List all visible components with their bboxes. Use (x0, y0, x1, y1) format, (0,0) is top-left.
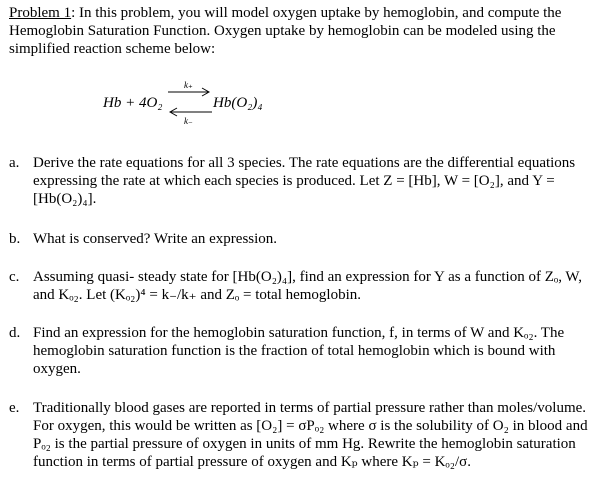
item-letter: d. (9, 325, 21, 341)
reaction-product: Hb(O₂)₄ (213, 95, 263, 111)
rate-constant-reverse: k₋ (184, 116, 193, 126)
item-text: Find an expression for the hemoglobin saturation function, f, in terms of W and Kₒ₂. The hemoglobin saturation function is the fraction of total hemoglobin which is bound with oxygen. (33, 325, 565, 377)
item-text: Assuming quasi- steady state for [Hb(O₂)₄], find an expression for Y as a function of Zₒ, W, and Kₒ₂. Let (Kₒ₂)⁴ = k₋/k₊ and Zₒ = total hemoglobin. (33, 269, 582, 303)
item-text: What is conserved? Write an expression. (33, 231, 278, 247)
reaction-reactants: Hb + 4O₂ (103, 95, 163, 111)
reaction-scheme (0, 80, 602, 132)
item-letter: c. (9, 269, 20, 285)
problem-intro (9, 4, 597, 58)
problem-intro-text: : In this problem, you will model oxygen uptake by hemoglobin, and compute the Hemoglobin Saturation Function. Oxygen uptake by hemoglobin can be modeled using the simplified reaction scheme below: (9, 5, 562, 57)
problem-label: Problem 1 (9, 5, 72, 21)
item-text: Derive the rate equations for all 3 species. The rate equations are the differential equations expressing the rate at which each species is produced. Let Z = [Hb], W = [O₂], and Y = [Hb(O₂)₄]. (33, 155, 576, 207)
rate-constant-forward: k₊ (184, 80, 193, 90)
item-text: Traditionally blood gases are reported in terms of partial pressure rather than moles/volume. For oxygen, this would be written as [O₂] = σPₒ₂ where σ is the solubility of O₂ in blood and Pₒ₂ is the partial pressure of oxygen in units of mm Hg. Rewrite the hemoglobin saturation function in terms of partial pressure of oxygen and Kₚ where Kₚ = Kₒ₂/σ. (33, 400, 588, 470)
item-letter: a. (9, 155, 20, 171)
item-letter: b. (9, 231, 21, 247)
equilibrium-arrows-icon (168, 86, 212, 118)
item-letter: e. (9, 400, 20, 416)
